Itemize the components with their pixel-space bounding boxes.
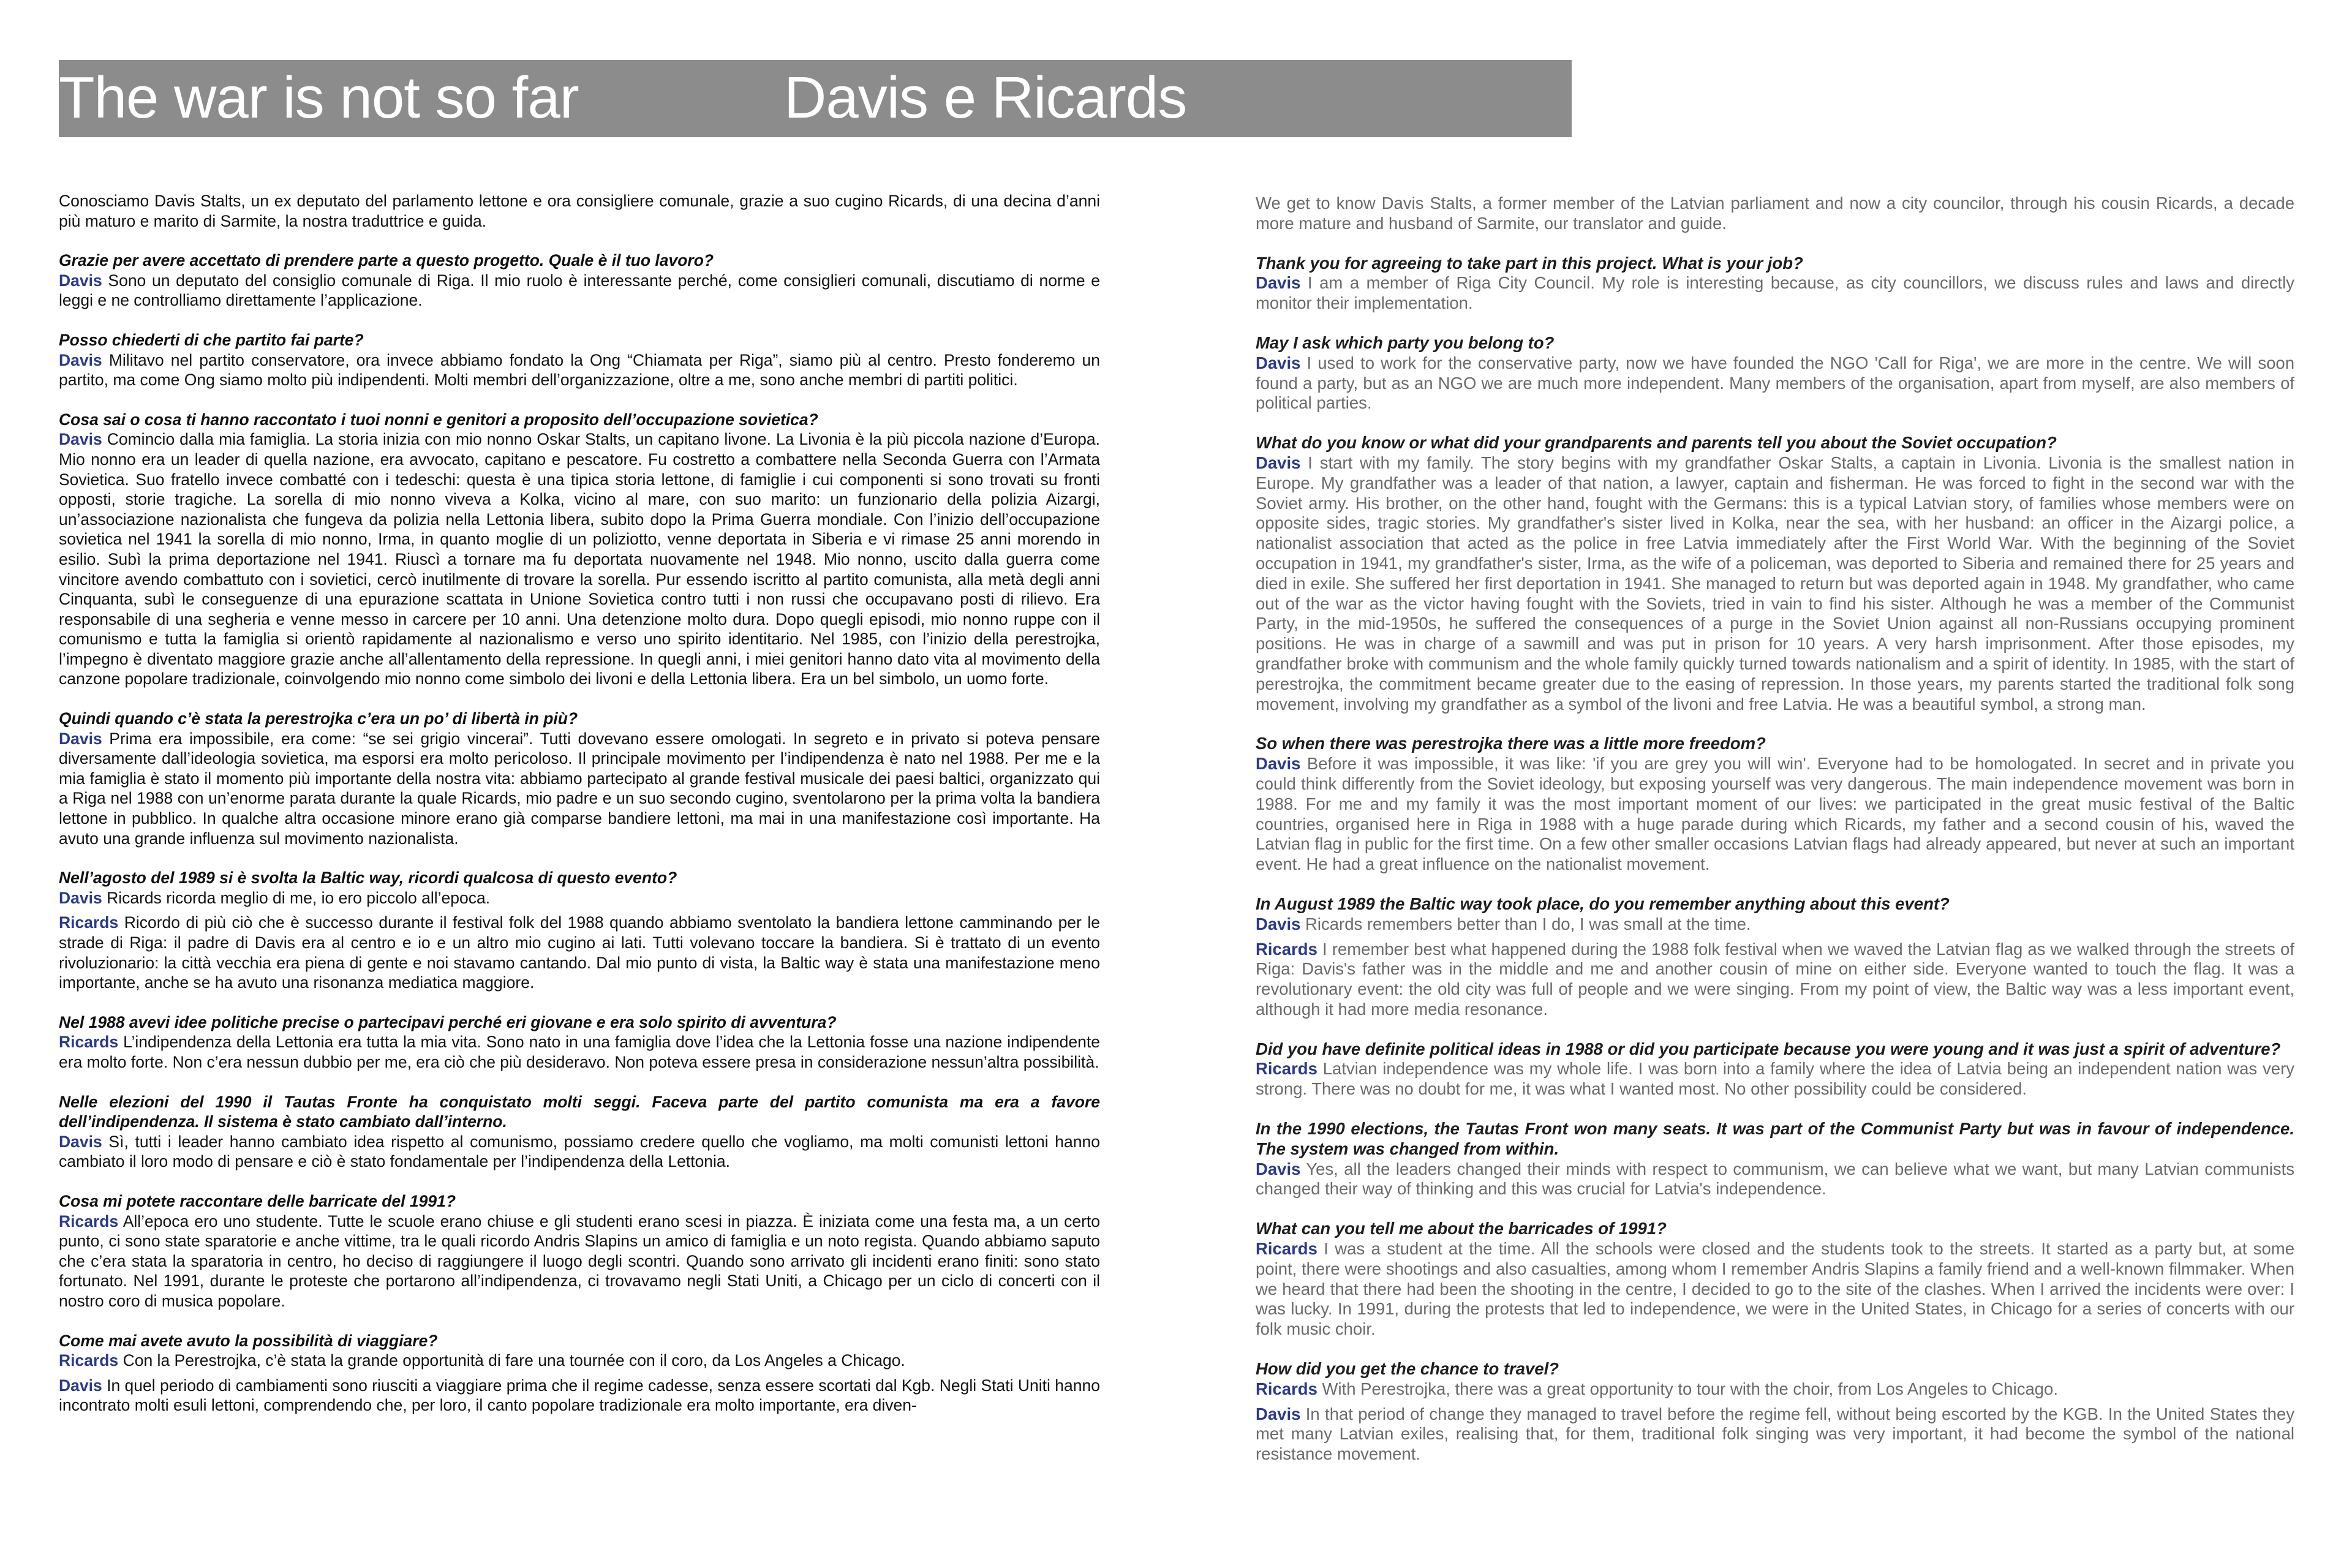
question: How did you get the chance to travel? xyxy=(1256,1359,1559,1379)
speaker-name: Ricards xyxy=(59,913,119,932)
speaker-name: Ricards xyxy=(59,1351,119,1370)
answer xyxy=(59,1032,1100,1072)
interview-block xyxy=(59,251,1100,311)
interview-block xyxy=(1256,1219,2294,1340)
speaker-name: Davis xyxy=(59,430,102,449)
question: Grazie per avere accettato di prendere parte a questo progetto. Quale è il tuo lavoro? xyxy=(59,251,714,270)
header-banner xyxy=(59,60,1572,137)
answer xyxy=(59,888,1100,908)
interview-block xyxy=(59,1191,1100,1311)
answer xyxy=(59,1351,1100,1371)
speaker-name: Ricards xyxy=(1256,939,1317,959)
answer-text: Latvian independence was my whole life. I was born into a family where the idea of Latvia being an independent nation was very strong. There was no doubt for me, it was what I wanted most. No other possibility could be considered. xyxy=(1256,1059,2294,1099)
answer xyxy=(59,1212,1100,1311)
answer-text: Ricards ricorda meglio di me, io ero piccolo all’epoca. xyxy=(102,888,491,907)
interview-block xyxy=(59,709,1100,848)
answer-text: Sono un deputato del consiglio comunale di Riga. Il mio ruolo è interessante perché, come consiglieri comunali, discutiamo di norme e leggi e ne controlliamo direttamente l’applicazione. xyxy=(59,271,1100,310)
interview-block xyxy=(1256,1039,2294,1099)
answer xyxy=(1256,754,2294,875)
speaker-name: Davis xyxy=(1256,754,1301,774)
question: Nell’agosto del 1989 si è svolta la Baltic way, ricordi qualcosa di questo evento? xyxy=(59,869,677,888)
speaker-name: Davis xyxy=(1256,273,1301,293)
question: Cosa mi potete raccontare delle barricate del 1991? xyxy=(59,1191,456,1210)
answer xyxy=(1256,273,2294,314)
answer xyxy=(1256,1059,2294,1099)
interview-block xyxy=(1256,254,2294,314)
interview-block xyxy=(59,868,1100,993)
speaker-name: Davis xyxy=(1256,914,1301,933)
answer-text: In quel periodo di cambiamenti sono riusciti a viaggiare prima che il regime cadesse, senza essere scortati dal Kgb. Negli Stati Uniti hanno incontrato molti esuli lettoni, comprendendo che, per loro, il canto popolare tradizionale era molto importante, era diven- xyxy=(59,1376,1100,1415)
answer xyxy=(59,350,1100,390)
speaker-name: Davis xyxy=(59,271,102,290)
speaker-name: Ricards xyxy=(1256,1059,1317,1079)
speaker-name: Davis xyxy=(1256,353,1301,372)
interview-block xyxy=(59,1331,1100,1415)
speaker-name: Davis xyxy=(59,1376,102,1395)
english-column xyxy=(1256,194,2294,1484)
question: Posso chiederti di che partito fai parte? xyxy=(59,330,364,349)
answer-text: All’epoca ero uno studente. Tutte le scuole erano chiuse e gli studenti erano scesi in piazza. È iniziata come una festa ma, a un certo punto, ci sono state sparatorie e anche vittime, tra le quali ricordo Andris Slapins un amico di famiglia e un noto regista. Quando abbiamo saputo che c’era stata la sparatoria in centro, ho deciso di raggiungere il luogo degli scontri. Quando sono arrivato gli incidenti erano finiti: sono stato fortunato. Nel 1991, durante le proteste che portarono all’indipendenza, ci trovavamo negli Stati Uniti, a Chicago per un ciclo di concerti con il nostro coro di musica popolare. xyxy=(59,1212,1100,1310)
answer xyxy=(1256,1379,2294,1400)
interview-block xyxy=(1256,333,2294,413)
answer xyxy=(1256,1239,2294,1340)
interview-block xyxy=(1256,894,2294,1020)
interview-block xyxy=(1256,1359,2294,1464)
interview-block xyxy=(59,410,1100,689)
interview-block xyxy=(59,1012,1100,1072)
answer-text: I am a member of Riga City Council. My role is interesting because, as city councillors, we discuss rules and laws and directly monitor their implementation. xyxy=(1256,273,2294,313)
answer xyxy=(1256,453,2294,714)
answer-text: Ricards remembers better than I do, I was small at the time. xyxy=(1300,914,1751,933)
question: Cosa sai o cosa ti hanno raccontato i tuoi nonni e genitori a proposito dell’occupazione sovietica? xyxy=(59,410,818,429)
answer xyxy=(59,729,1100,849)
speaker-name: Ricards xyxy=(1256,1379,1317,1398)
speaker-name: Davis xyxy=(1256,1404,1301,1423)
answer-text: Comincio dalla mia famiglia. La storia inizia con mio nonno Oskar Stalts, un capitano livone. La Livonia è la più piccola nazione d’Europa. Mio nonno era un leader di quella nazione, era avvocato, capitano e pescatore. Fu costretto a combattere nella Seconda Guerra con l’Armata Sovietica. Suo fratello invece combatté con i tedeschi: questa è una tipica storia lettone, di famiglie i cui componenti si sono trovati su fronti opposti, storie tragiche. La sorella di mio nonno viveva a Kolka, vicino al mare, con suo marito: un funzionario della polizia Aizargi, un’associazione nazionalista che fungeva da polizia nella Lettonia libera, subito dopo la Prima Guerra mondiale. Con l’inizio dell’occupazione sovietica nel 1941 la sorella di mio nonno, Irma, in quanto moglie di un poliziotto, venne deportata in Siberia e vi rimase 25 anni morendo in esilio. Subì la prima deportazione nel 1941. Riuscì a tornare ma fu deportata nuovamente nel 1948. Mio nonno, uscito dalla guerra come vincitore avendo combattuto con i sovietici, cercò inutilmente di trovare la sorella. Pur essendo iscritto al partito comunista, alla metà degli anni Cinquanta, subì le conseguenze di una epurazione scattata in Unione Sovietica contro tutti i non russi che occupavano posti di rilievo. Era responsabile di una segheria e venne messo in carcere per 10 anni. Una detenzione molto dura. Dopo quegli episodi, mio nonno ruppe con il comunismo e tutta la famiglia si orientò rapidamente al nazionalismo e verso uno spirito identitario. Nel 1985, con l’inizio della perestrojka, l’impegno è diventato maggiore grazie anche all’allentamento della repressione. In quegli anni, i miei genitori hanno dato vita al movimento della canzone popolare tradizionale, coinvolgendo mio nonno come simbolo dei livoni e della Lettonia libera. Era un bel simbolo, un uomo forte. xyxy=(59,430,1100,688)
answer-text: In that period of change they managed to travel before the regime fell, without being escorted by the KGB. In the United States they met many Latvian exiles, realising that, for them, traditional folk singing was very important, it had become the symbol of the national resistance movement. xyxy=(1256,1404,2294,1464)
question: What do you know or what did your grandparents and parents tell you about the Soviet occupation? xyxy=(1256,433,2057,453)
italian-column xyxy=(59,191,1100,1435)
answer-text: Con la Perestrojka, c’è stata la grande opportunità di fare una tournée con il coro, da Los Angeles a Chicago. xyxy=(118,1351,905,1370)
page-subtitle: Davis e Ricards xyxy=(784,65,1187,130)
answer-text: Yes, all the leaders changed their minds with respect to communism, we can believe what we want, but many Latvian communists changed their way of thinking and this was crucial for Latvia's independence. xyxy=(1256,1159,2294,1199)
answer xyxy=(1256,940,2294,1020)
answer xyxy=(59,913,1100,992)
intro-paragraph: Conosciamo Davis Stalts, un ex deputato del parlamento lettone e ora consigliere comunale, grazie a suo cugino Ricards, di una decina d’anni più maturo e marito di Sarmite, la nostra traduttrice e guida. xyxy=(59,192,1100,230)
answer xyxy=(59,429,1100,689)
speaker-name: Davis xyxy=(59,350,102,369)
speaker-name: Davis xyxy=(59,888,102,907)
speaker-name: Ricards xyxy=(59,1212,119,1231)
question: Thank you for agreeing to take part in this project. What is your job? xyxy=(1256,253,1803,273)
speaker-name: Ricards xyxy=(59,1033,119,1052)
speaker-name: Davis xyxy=(59,729,102,748)
answer-text: Ricordo di più ciò che è successo durante il festival folk del 1988 quando abbiamo sventolato la bandiera lettone camminando per le strade di Riga: il padre di Davis era al centro e io e un altro mio cugino ai lati. Tutti volevano toccare la bandiera. Si è trattato di un evento rivoluzionario: la città vecchia era piena di gente e noi stavamo cantando. Dal mio punto di vista, la Baltic way è stata una manifestazione meno importante, anche se ha avuto una risonanza mediatica maggiore. xyxy=(59,913,1100,992)
answer-text: Prima era impossibile, era come: “se sei grigio vincerai”. Tutti dovevano essere omologati. In segreto e in privato si poteva pensare diversamente dall’ideologia sovietica, ma esporsi era molto pericoloso. Il principale movimento per l’indipendenza è nato nel 1988. Per me e la mia famiglia è stato il momento più importante della nostra vita: abbiamo partecipato al grande festival musicale dei paesi baltici, organizzato qui a Riga nel 1988 con un’enorme parata durante la quale Ricards, mio padre e un suo secondo cugino, sventolarono per la prima volta la bandiera lettone in pubblico. In qualche altra occasione minore erano già comparse bandiere lettoni, ma mai in una manifestazione così importante. Ha avuto una grande influenza sul movimento nazionalista. xyxy=(59,729,1100,848)
answer-text: Sì, tutti i leader hanno cambiato idea rispetto al comunismo, possiamo credere quello che vogliamo, ma molti comunisti lettoni hanno cambiato il loro modo di pensare e ciò è stato fondamentale per l’indipendenza della Lettonia. xyxy=(59,1132,1100,1171)
interview-block xyxy=(1256,433,2294,714)
interview-block xyxy=(1256,734,2294,875)
speaker-name: Davis xyxy=(1256,453,1301,472)
answer-text: I used to work for the conservative party, now we have founded the NGO 'Call for Riga', we are more in the centre. We will soon found a party, but as an NGO we are much more independent. Many members of the organisation, apart from myself, are also members of political parties. xyxy=(1256,353,2294,413)
answer-text: I was a student at the time. All the schools were closed and the students took to the streets. It started as a party but, at some point, there were shootings and also casualties, among whom I remember Andris Slapins a family friend and a well-known filmmaker. When we heard that there had been the shooting in the centre, I decided to go to the site of the clashes. When I arrived the incidents were over: I was lucky. In 1991, during the protests that led to independence, we were in the United States, in Chicago for a series of concerts with our folk music choir. xyxy=(1256,1239,2294,1339)
speaker-name: Davis xyxy=(1256,1159,1301,1178)
answer xyxy=(1256,1404,2294,1464)
answer xyxy=(1256,914,2294,935)
question: Did you have definite political ideas in 1988 or did you participate because you were young and it was just a spirit of adventure? xyxy=(1256,1039,2281,1058)
question: Quindi quando c’è stata la perestrojka c’era un po’ di libertà in più? xyxy=(59,709,578,728)
question: May I ask which party you belong to? xyxy=(1256,333,1555,352)
intro-paragraph: We get to know Davis Stalts, a former member of the Latvian parliament and now a city councilor, through his cousin Ricards, a decade more mature and husband of Sarmite, our translator and guide. xyxy=(1256,194,2294,233)
question: In the 1990 elections, the Tautas Front won many seats. It was part of the Communist Party but was in favour of independence. The system was changed from within. xyxy=(1256,1119,2294,1158)
interview-block xyxy=(59,1092,1100,1172)
speaker-name: Ricards xyxy=(1256,1239,1317,1259)
answer-text: I remember best what happened during the 1988 folk festival when we waved the Latvian flag as we walked through the streets of Riga: Davis's father was in the middle and me and another cousin of mine on either side. Everyone wanted to touch the flag. It was a revolutionary event: the old city was full of people and we were singing. From my point of view, the Baltic way was a less important event, although it had more media resonance. xyxy=(1256,939,2294,1019)
question: Come mai avete avuto la possibilità di viaggiare? xyxy=(59,1331,438,1350)
answer xyxy=(1256,353,2294,413)
question: In August 1989 the Baltic way took place, do you remember anything about this event? xyxy=(1256,894,1950,913)
question: Nel 1988 avevi idee politiche precise o partecipavi perché eri giovane e era solo spirito di avventura? xyxy=(59,1012,837,1031)
answer xyxy=(59,271,1100,311)
answer-text: L’indipendenza della Lettonia era tutta la mia vita. Sono nato in una famiglia dove l’idea che la Lettonia fosse una nazione indipendente era molto forte. Non c’era nessun dubbio per me, era ciò che più desideravo. Non poteva essere presa in considerazione nessun’altra possibilità. xyxy=(59,1033,1100,1071)
interview-block xyxy=(59,330,1100,390)
page-title: The war is not so far xyxy=(59,65,579,130)
answer xyxy=(59,1376,1100,1415)
answer-text: I start with my family. The story begins with my grandfather Oskar Stalts, a captain in Livonia. Livonia is the smallest nation in Europe. My grandfather was a leader of that nation, a lawyer, captain and fisherman. He was forced to fight in the second war with the Soviet army. His brother, on the other hand, fought with the Germans: this is a typical Latvian story, of families whose members were on opposite sides, tragic stories. My grandfather's sister lived in Kolka, near the sea, with her husband: an officer in the Aizargi police, a nationalist association that acted as the police in free Latvia immediately after the First World War. With the beginning of the Soviet occupation in 1941, my grandfather's sister, Irma, as the wife of a policeman, was deported to Siberia and remained there for 25 years and died in exile. She suffered her first deportation in 1941. She managed to return but was deported again in 1948. My grandfather, who came out of the war as the victor having fought with the Soviets, tried in vain to find his sister. Although he was a member of the Communist Party, in the mid-1950s, he suffered the consequences of a purge in the Soviet Union against all non-Russians occupying prominent positions. He was in charge of a sawmill and was put in prison for 10 years. A very harsh imprisonment. After those episodes, my grandfather broke with communism and the whole family quickly turned towards nationalism and a spirit of identity. In 1985, with the start of perestrojka, the commitment became greater due to the easing of repression. In those years, my parents started the traditional folk song movement, involving my grandfather as a symbol of the livoni and free Latvia. He was a beautiful symbol, a strong man. xyxy=(1256,453,2294,714)
question: What can you tell me about the barricades of 1991? xyxy=(1256,1219,1667,1238)
interview-block xyxy=(1256,1119,2294,1199)
answer-text: Before it was impossible, it was like: 'if you are grey you will win'. Everyone had to be homologated. In secret and in private you could think differently from the Soviet ideology, but exposing yourself was very dangerous. The main independence movement was born in 1988. For me and my family it was the most important moment of our lives: we participated in the great music festival of the Baltic countries, organised here in Riga in 1988 with a huge parade during which Ricards, my father and a second cousin of his, waved the Latvian flag in public for the first time. On a few other smaller occasions Latvian flags had already appeared, but never at such an important event. He had a great influence on the nationalist movement. xyxy=(1256,754,2294,874)
speaker-name: Davis xyxy=(59,1132,102,1151)
answer-text: With Perestrojka, there was a great opportunity to tour with the choir, from Los Angeles to Chicago. xyxy=(1317,1379,2058,1398)
answer xyxy=(1256,1159,2294,1200)
question: So when there was perestrojka there was a little more freedom? xyxy=(1256,734,1766,753)
question: Nelle elezioni del 1990 il Tautas Fronte ha conquistato molti seggi. Faceva parte del partito comunista ma era a favore dell’indipendenza. Il sistema è stato cambiato dall’interno. xyxy=(59,1092,1100,1131)
answer xyxy=(59,1132,1100,1172)
answer-text: Militavo nel partito conservatore, ora invece abbiamo fondato la Ong “Chiamata per Riga”, siamo più al centro. Presto fonderemo un partito, ma come Ong siamo molto più indipendenti. Molti membri dell’organizzazione, oltre a me, sono anche membri di partiti politici. xyxy=(59,350,1100,390)
